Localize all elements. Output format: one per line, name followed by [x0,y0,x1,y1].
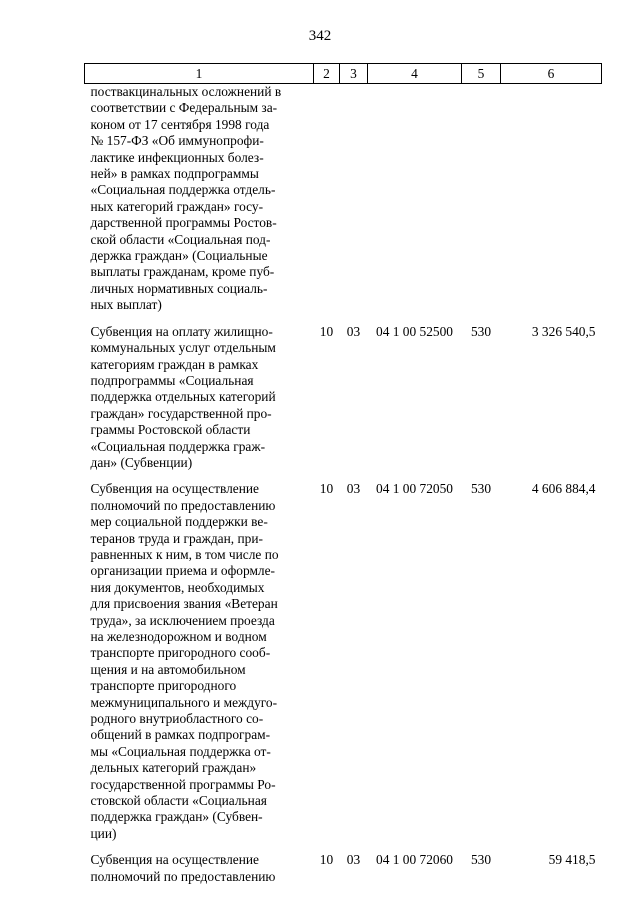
cell-name-line: Субвенция на оплату жилищно- [90,323,273,339]
cell-razdel: 10 [319,852,334,868]
cell-razdel: 10 [319,323,334,339]
cell-podrazdel [340,84,368,324]
cell-name-line: поддержка граждан» (Субвен- [90,809,263,825]
cell-vr: 530 [470,481,492,497]
cell-csr: 04 1 00 52500 [376,323,453,339]
cell-name-line: ных выплат) [90,297,162,313]
cell-name-line: коммунальных услуг отдельным [90,340,276,356]
cell-name-line: дельных категорий граждан» [90,760,257,776]
cell-name-line: полномочий по предоставлению [90,497,276,513]
cell-name-line: личных нормативных социаль- [90,280,268,296]
header-col-name: 1 [85,64,314,84]
cell-name-line: граммы Ростовской области [90,422,251,438]
cell-name-line: межмуниципального и междуго- [90,694,278,710]
cell-name-line: теранов труда и граждан, при- [90,530,263,546]
cell-name-line: общений в рамках подпрограм- [90,727,271,743]
cell-name-line: для присвоения звания «Ветеран [90,596,278,612]
table-row [85,324,602,482]
cell-name-line: мер социальной поддержки ве- [90,514,268,530]
cell-amount: 3 326 540,5 [531,323,596,339]
cell-name-line: транспорте пригородного [90,678,237,694]
budget-table [84,63,602,895]
cell-name [85,852,314,895]
cell-name-line: «Социальная поддержка отдель- [90,182,276,198]
cell-name-line: щения и на автомобильном [90,661,246,677]
cell-csr [368,84,462,324]
cell-csr: 04 1 00 72050 [376,481,453,497]
cell-name-line: выплаты гражданам, кроме пуб- [90,264,275,280]
cell-podrazdel: 03 [346,323,361,339]
cell-csr: 04 1 00 72060 [376,852,453,868]
cell-razdel: 10 [319,481,334,497]
cell-razdel [314,84,340,324]
cell-vr [462,84,501,324]
cell-vr: 530 [470,852,492,868]
cell-name [85,481,314,852]
cell-name-line: дан» (Субвенции) [90,454,193,470]
cell-name-line: государственной программы Ро- [90,776,276,792]
cell-name-line: поддержка отдельных категорий [90,389,276,405]
cell-name-line: держка граждан» (Социальные [90,248,268,264]
cell-name-line: № 157-ФЗ «Об иммунопрофи- [90,133,264,149]
cell-name-line: подпрограммы «Социальная [90,372,254,388]
table-row [85,852,602,895]
cell-name-line: ней» в рамках подпрограммы [90,166,259,182]
cell-name-line: поствакцинальных осложнений в [90,84,282,99]
cell-name [85,84,314,324]
table-row [85,481,602,852]
cell-vr: 530 [470,323,492,339]
cell-name-line: ции) [90,825,117,841]
cell-name-line: транспорте пригородного сооб- [90,645,271,661]
cell-name-line: стовской области «Социальная [90,793,267,809]
cell-name [85,324,314,482]
header-col-csr: 4 [368,64,462,84]
cell-amount: 59 418,5 [548,852,596,868]
header-col-razdel: 2 [314,64,340,84]
page-number: 342 [308,28,332,44]
cell-name-line: лактике инфекционных болез- [90,149,264,165]
cell-name-line: дарственной программы Ростов- [90,215,277,231]
cell-name-line: труда», за исключением проезда [90,612,275,628]
table-header [85,64,602,84]
table-body [85,84,602,896]
cell-name-line: на железнодорожном и водном [90,629,267,644]
cell-name-line: категориям граждан в рамках [90,356,259,372]
header-row [85,64,602,84]
cell-name-line: «Социальная поддержка граж- [90,438,266,454]
cell-name-line: мы «Социальная поддержка от- [90,743,271,759]
cell-amount: 4 606 884,4 [531,481,596,497]
cell-name-line: граждан» государственной про- [90,405,272,421]
cell-name-line: полномочий по предоставлению [90,868,276,884]
cell-name-line: родного внутриобластного со- [90,711,264,727]
cell-name-line: коном от 17 сентября 1998 года [90,116,270,132]
cell-podrazdel: 03 [346,852,361,868]
cell-name-line: ния документов, необходимых [90,579,265,595]
cell-amount [501,84,602,324]
header-col-podrazdel: 3 [340,64,368,84]
header-col-amount: 6 [501,64,602,84]
header-col-vr: 5 [462,64,501,84]
cell-podrazdel: 03 [346,481,361,497]
table-row [85,84,602,324]
cell-name-line: соответствии с Федеральным за- [90,100,278,116]
cell-name-line: Субвенция на осуществление [90,852,260,868]
cell-name-line: равненных к ним, в том числе по [90,546,279,562]
cell-name-line: организации приема и оформле- [90,563,276,579]
cell-name-line: ской области «Социальная под- [90,231,271,247]
cell-name-line: ных категорий граждан» госу- [90,198,264,214]
cell-name-line: Субвенция на осуществление [90,481,260,497]
